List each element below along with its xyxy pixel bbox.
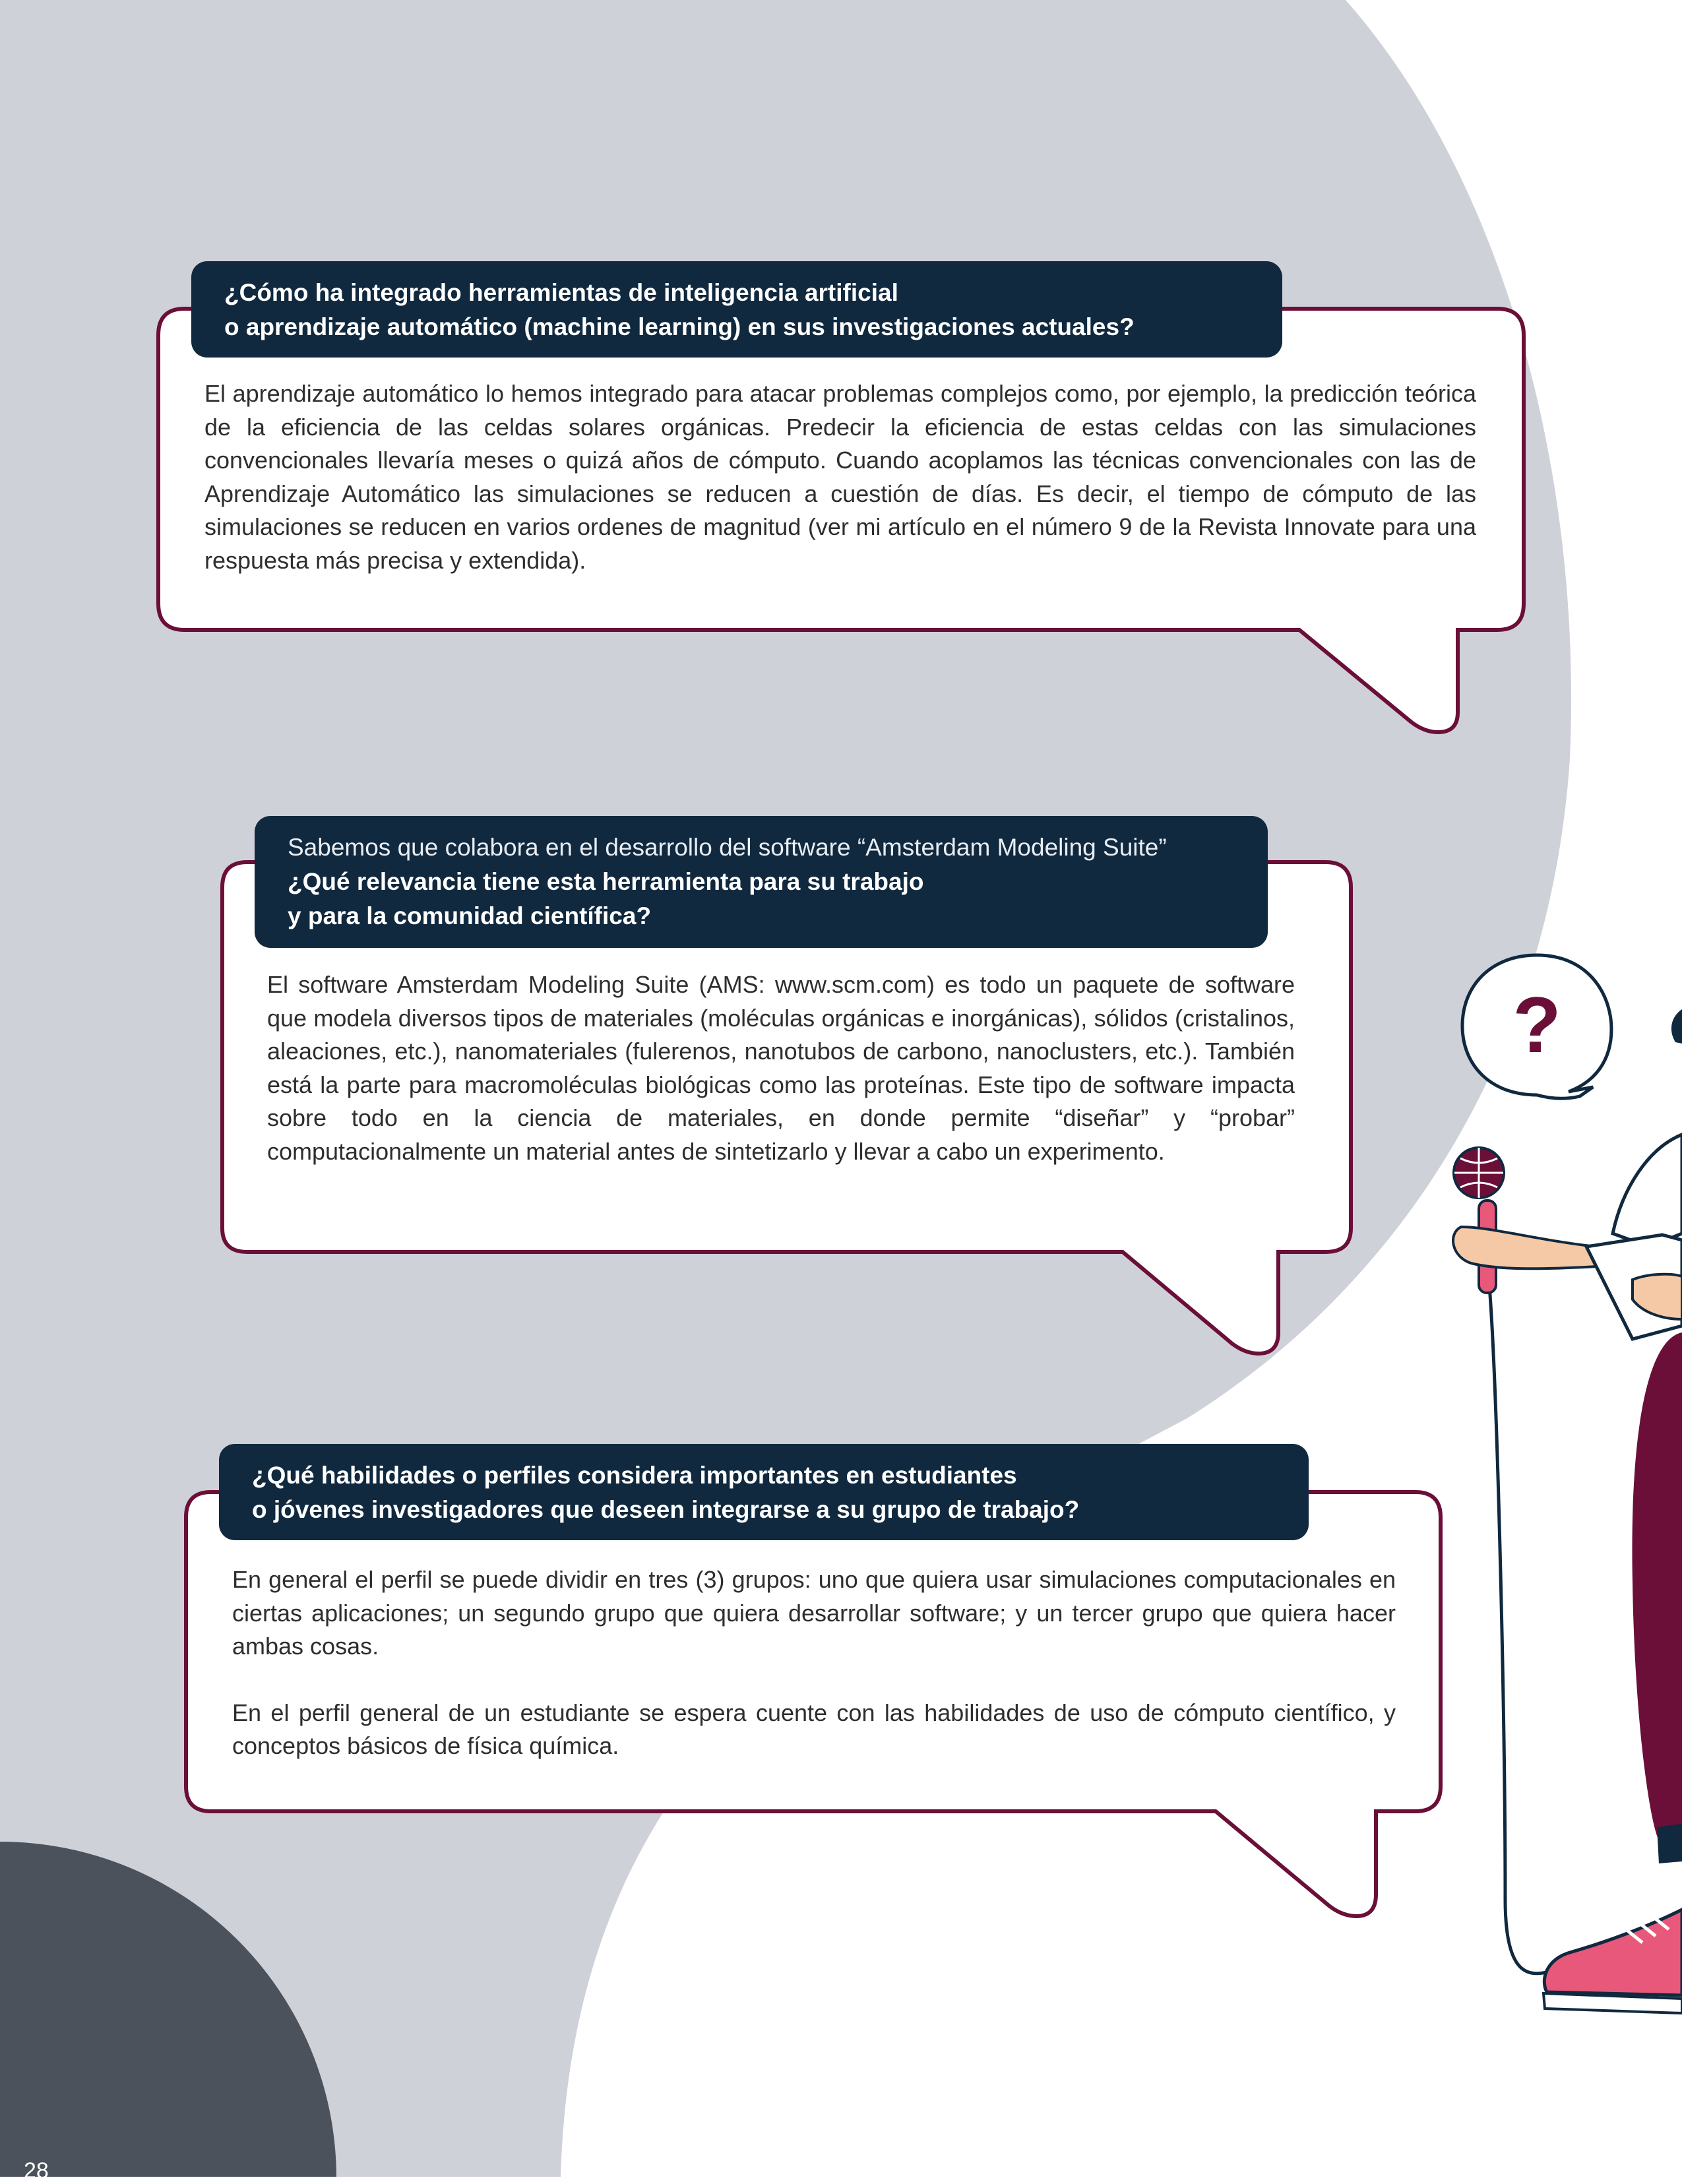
- question-box-2: [255, 816, 1268, 948]
- question-box-1: [191, 261, 1282, 358]
- answer-paragraph: El aprendizaje automático lo hemos integrado para atacar problemas complejos como, por ejemplo, la predicción teórica de la eficiencia de las celdas solares orgánicas. Predecir la eficiencia de estas celdas con las simulaciones convencionales llevaría meses o quizá años de cómputo. Cuando acoplamos las técnicas convencionales con las de Aprendizaje Automático las simulaciones se reducen a cuestión de días. Es decir, el tiempo de cómputo de las simulaciones se reducen en varios ordenes de magnitud (ver mi artículo en el número 9 de la Revista Innovate para una respuesta más precisa y extendida).: [204, 380, 1476, 574]
- question-line: o aprendizaje automático (machine learning) en sus investigaciones actuales?: [224, 313, 1135, 340]
- question-line: y para la comunidad científica?: [288, 902, 652, 929]
- svg-text:?: ?: [1512, 981, 1561, 1069]
- question-line: ¿Cómo ha integrado herramientas de inteligencia artificial: [224, 279, 898, 306]
- microphone-icon: [1454, 1148, 1504, 1293]
- question-bubble-icon: [1462, 955, 1611, 1098]
- page-number: 28: [24, 2158, 49, 2183]
- question-box-3: [219, 1444, 1309, 1540]
- answer-paragraph: En el perfil general de un estudiante se espera cuente con las habilidades de uso de cómputo científico, y conceptos básicos de física química.: [232, 1699, 1396, 1759]
- microphone-cable: [1489, 1286, 1557, 1974]
- question-line: ¿Qué relevancia tiene esta herramienta para su trabajo: [288, 868, 924, 895]
- answer-3: [232, 1563, 1396, 1763]
- answer-2: [267, 968, 1295, 1168]
- question-line: o jóvenes investigadores que deseen integrarse a su grupo de trabajo?: [252, 1496, 1080, 1523]
- answer-1: [204, 377, 1476, 577]
- question-line: ¿Qué habilidades o perfiles considera importantes en estudiantes: [252, 1462, 1017, 1489]
- answer-paragraph: En general el perfil se puede dividir en tres (3) grupos: uno que quiera usar simulaciones computacionales en ciertas aplicaciones; un segundo grupo que quiera desarrollar software; y un tercer grupo que quiera hacer ambas cosas.: [232, 1566, 1396, 1660]
- answer-paragraph: El software Amsterdam Modeling Suite (AMS: www.scm.com) es todo un paquete de software que modela diversos tipos de materiales (moléculas orgánicas e inorgánicas), sólidos (cristalinos, aleaciones, etc.), nanomateriales (fulerenos, nanotubos de carbono, nanoclusters, etc.). También está la parte para macromoléculas biológicas como las proteínas. Este tipo de software impacta sobre todo en la ciencia de materiales, en donde permite “diseñar” y “probar” computacionalmente un material antes de sintetizarlo y llevar a cabo un experimento.: [267, 971, 1295, 1165]
- question-intro: Sabemos que colabora en el desarrollo del software “Amsterdam Modeling Suite”: [288, 834, 1167, 861]
